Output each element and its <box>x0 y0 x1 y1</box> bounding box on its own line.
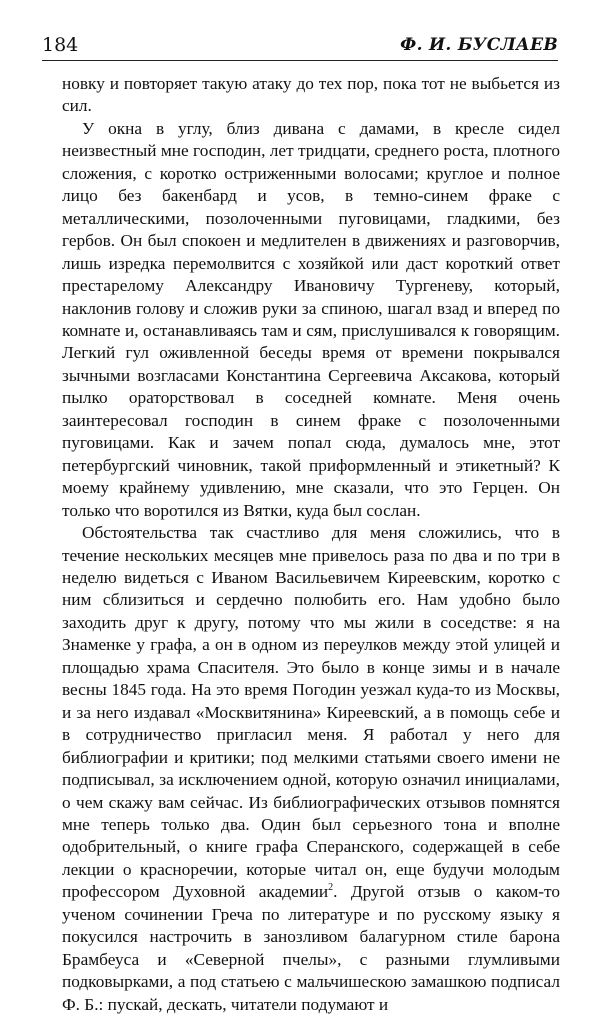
page-number: 184 <box>42 34 79 56</box>
paragraph-kireevsky-text-after: . Другой отзыв о каком-то ученом сочинении Греча по литературе и по русскому языку я покусился настрочить в занозливом балагурном стиле барона Брамбеуса и «Северной пчелы», с разными глумливыми подковырками, а под статьею с мальчишескою замашкою подписал Ф. Б.: пускай, дескать, читатели подумают и <box>62 882 560 1014</box>
paragraph-continuation: новку и повторяет такую атаку до тех пор, пока тот не выбьется из сил. <box>62 74 560 116</box>
footnote-marker[interactable]: 2 <box>328 882 334 894</box>
running-head: Ф. И. БУСЛАЕВ <box>400 35 558 55</box>
page-header <box>42 32 558 61</box>
paragraph-herzen: У окна в углу, близ дивана с дамами, в кресле сидел неизвестный мне господин, лет тридцати, среднего роста, плотного сложения, с коротко остриженными волосами; круглое и полное лицо без бакенбард и усов, в темно-синем фраке с металлическими, позолоченными пуговицами, гладкими, без гербов. Он был спокоен и медлителен в движениях и разговорчив, лишь изредка перемолвится с хозяйкой или даст короткий ответ престарелому Александру Ивановичу Тургеневу, который, наклонив голову и сложив руки за спиною, шагал взад и вперед по комнате и, останавливаясь там и сям, прислушивался к говорящим. Легкий гул оживленной беседы время от времени покрывался зычными возгласами Константина Сергеевича Аксакова, который пылко ораторствовал в соседней комнате. Меня очень заинтересовал господин в синем фраке с позолоченными пуговицами. Как и зачем попал сюда, думалось мне, этот петербургский чиновник, такой приформленный и этикетный? К моему крайнему удивлению, мне сказали, что это Герцен. Он только что воротился из Вятки, куда был сослан. <box>62 118 560 520</box>
paragraph-kireevsky <box>62 522 560 1016</box>
paragraph-kireevsky-text-before: Обстоятельства так счастливо для меня сложились, что в течение нескольких месяцев мне привелось раза по два и по три в неделю видеться с Иваном Васильевичем Киреевским, коротко с ним сблизиться и сердечно полюбить его. Нам удобно было заходить друг к другу, потому что мы жили в соседстве: я на Знаменке у графа, а он в одном из переулков между этой улицей и площадью храма Спасителя. Это было в конце зимы и в начале весны 1845 года. На это время Погодин уезжал куда-то из Москвы, и за него издавал «Москвитянина» Киреевский, а в помощь себе и в сотрудничество пригласил меня. Я работал у него для библиографии и критики; под мелкими статьями своего имени не подписывал, за исключением одной, которую означил инициалами, о чем скажу вам сейчас. Из библиографических отзывов помнятся мне теперь только два. Один был серьезного тона и вполне одобрительный, о книге графа Сперанского, содержащей в себе лекции о красноречии, которые читал он, еще будучи молодым профессором Духовной академии <box>62 523 560 902</box>
body-text <box>62 73 560 1016</box>
